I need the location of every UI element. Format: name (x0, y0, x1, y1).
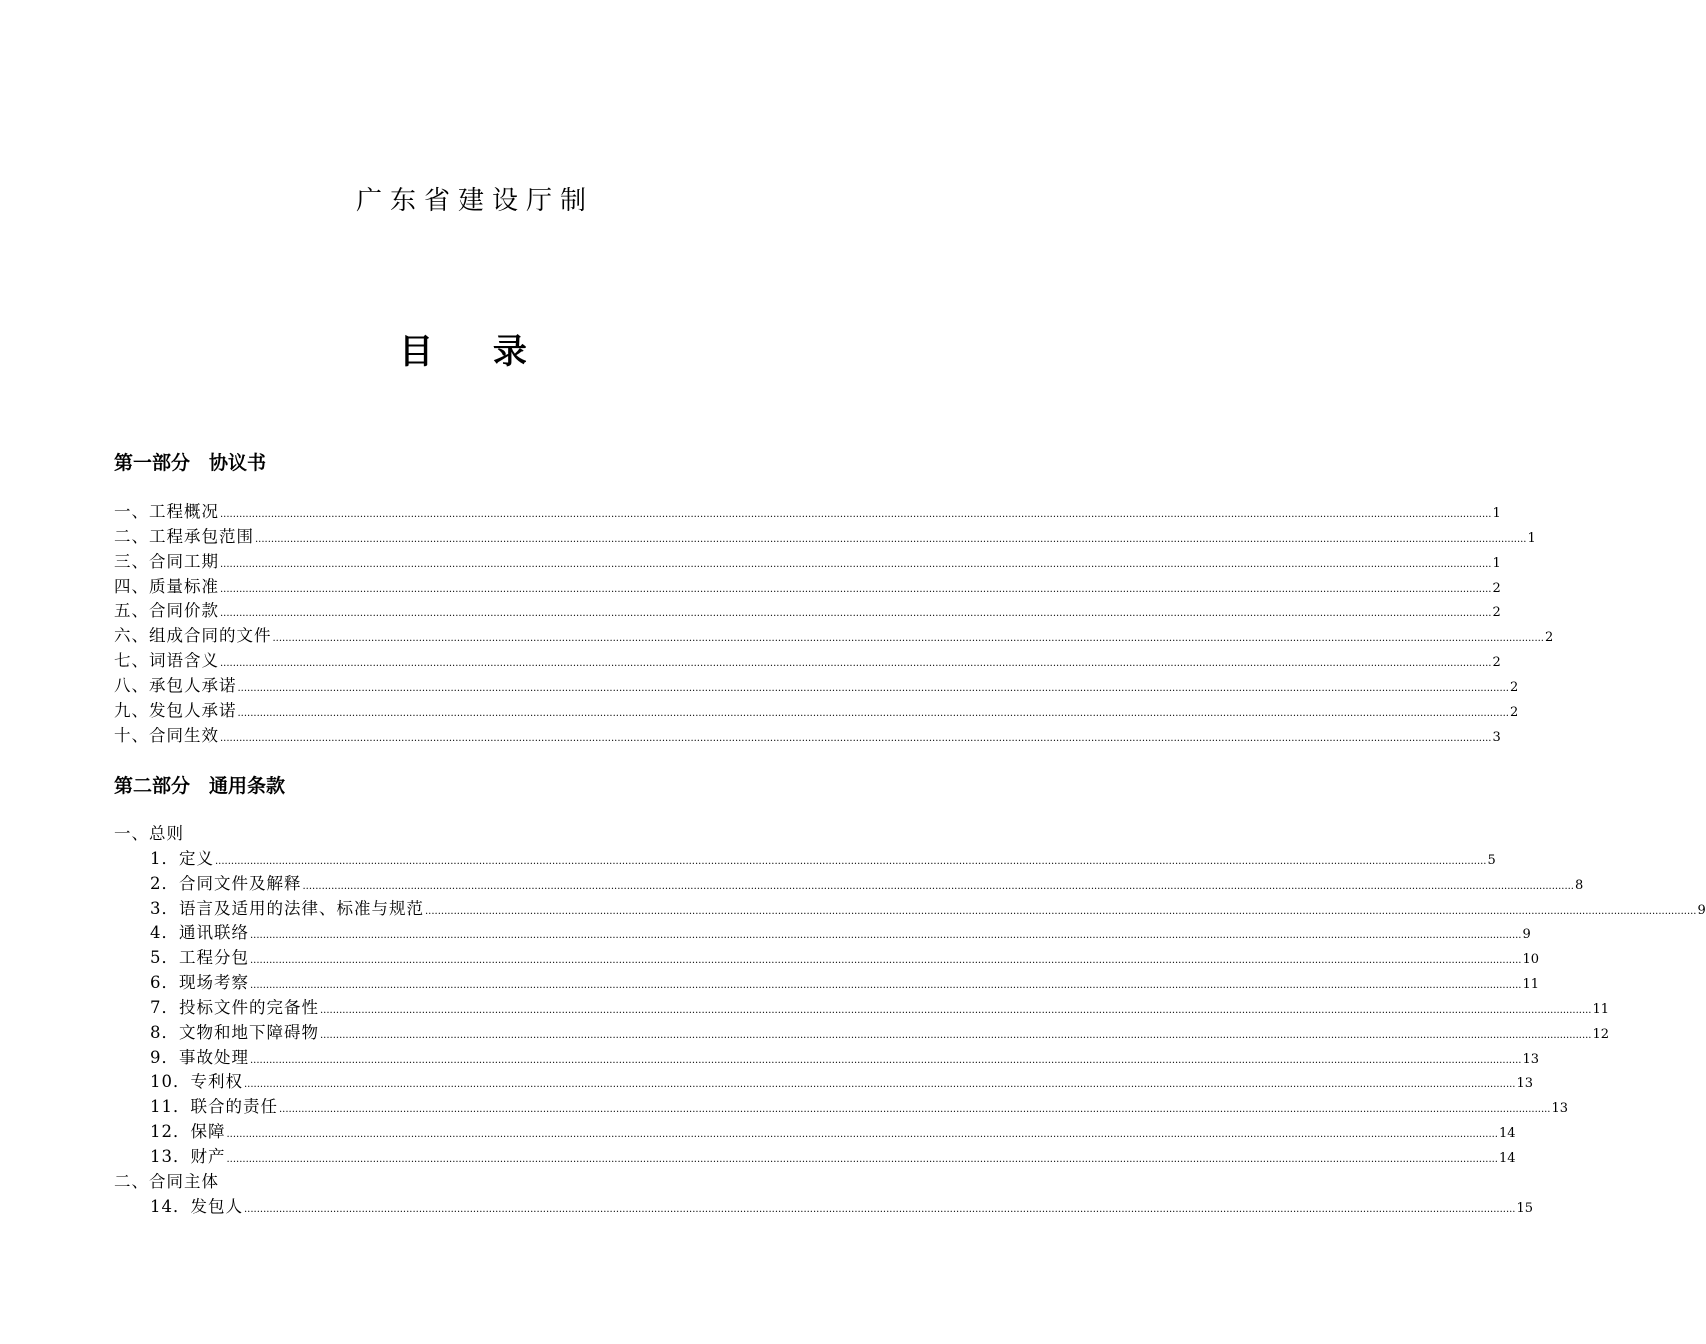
toc-entry-label: 13．财产 (150, 1146, 226, 1166)
toc-entry[interactable] (114, 599, 1501, 624)
toc-leader-dots: ................................................................................................................................................................................................................................................................................................................................................................................................................ (220, 732, 1492, 744)
toc-entry-page: 13 (1551, 1101, 1569, 1117)
part1-heading: 第一部分 协议书 (114, 452, 267, 474)
toc-entry[interactable] (114, 921, 1531, 946)
toc-entry-page: 9 (1522, 927, 1531, 943)
toc-leader-dots: ................................................................................................................................................................................................................................................................................................................................................................................................................ (244, 1203, 1516, 1215)
toc-entry-label: 4．通讯联络 (150, 923, 249, 943)
part2-heading: 第二部分 通用条款 (114, 775, 286, 797)
part2-toc-list (114, 822, 1706, 1220)
toc-leader-dots: ................................................................................................................................................................................................................................................................................................................................................................................................................ (237, 707, 1509, 719)
toc-entry-page: 14 (1498, 1150, 1516, 1166)
toc-chapter-label: 一、总则 (114, 824, 184, 843)
toc-entry-label: 八、承包人承诺 (114, 675, 237, 695)
toc-entry-label: 九、发包人承诺 (114, 700, 237, 720)
toc-entry[interactable] (114, 897, 1706, 922)
toc-entry-label: 7．投标文件的完备性 (150, 997, 319, 1017)
toc-entry-label: 十、合同生效 (114, 725, 219, 745)
toc-entry-label: 8．文物和地下障碍物 (150, 1022, 319, 1042)
toc-entry-label: 五、合同价款 (114, 601, 219, 621)
toc-entry[interactable] (114, 1070, 1534, 1095)
toc-entry-label: 二、工程承包范围 (114, 526, 254, 546)
toc-entry-label: 5．工程分包 (150, 948, 249, 968)
toc-chapter-heading[interactable] (114, 822, 838, 847)
toc-entry[interactable] (114, 996, 1610, 1021)
toc-entry-label: 七、词语含义 (114, 651, 219, 671)
toc-title: 目 录 (399, 332, 551, 372)
toc-entry[interactable] (114, 1046, 1540, 1071)
toc-leader-dots: ................................................................................................................................................................................................................................................................................................................................................................................................................ (250, 955, 1522, 967)
toc-entry-label: 六、组成合同的文件 (114, 626, 272, 646)
toc-leader-dots: ................................................................................................................................................................................................................................................................................................................................................................................................................ (220, 608, 1492, 620)
toc-entry[interactable] (114, 971, 1540, 996)
toc-entry-page: 1 (1527, 530, 1536, 546)
toc-entry[interactable] (114, 525, 1536, 550)
toc-chapter-label: 二、合同主体 (114, 1171, 219, 1191)
toc-leader-dots: ................................................................................................................................................................................................................................................................................................................................................................................................................ (425, 905, 1697, 917)
toc-entry-page: 13 (1516, 1076, 1534, 1092)
toc-entry[interactable] (114, 847, 1496, 872)
toc-entry-label: 四、质量标准 (114, 576, 219, 596)
toc-leader-dots: ................................................................................................................................................................................................................................................................................................................................................................................................................ (302, 880, 1574, 892)
toc-entry-page: 1 (1492, 555, 1501, 571)
toc-entry-page: 5 (1487, 852, 1496, 868)
toc-leader-dots: ................................................................................................................................................................................................................................................................................................................................................................................................................ (226, 1153, 1498, 1165)
toc-entry[interactable] (114, 575, 1501, 600)
toc-entry-page: 3 (1492, 729, 1501, 745)
toc-entry-page: 2 (1492, 655, 1501, 671)
toc-leader-dots: ................................................................................................................................................................................................................................................................................................................................................................................................................ (255, 533, 1527, 545)
toc-entry-page: 1 (1492, 506, 1501, 521)
toc-leader-dots: ................................................................................................................................................................................................................................................................................................................................................................................................................ (250, 1054, 1522, 1066)
toc-entry-label: 11．联合的责任 (150, 1097, 278, 1117)
toc-leader-dots: ................................................................................................................................................................................................................................................................................................................................................................................................................ (244, 1079, 1516, 1091)
toc-entry[interactable] (114, 724, 1501, 749)
toc-entry-page: 9 (1697, 902, 1706, 918)
toc-entry-page: 15 (1516, 1200, 1534, 1216)
toc-entry[interactable] (114, 1095, 1569, 1120)
toc-entry-page: 2 (1544, 630, 1554, 646)
toc-entry-label: 三、合同工期 (114, 551, 219, 571)
toc-leader-dots: ................................................................................................................................................................................................................................................................................................................................................................................................................ (320, 1004, 1592, 1016)
toc-entry-page: 11 (1522, 977, 1540, 993)
toc-leader-dots: ................................................................................................................................................................................................................................................................................................................................................................................................................ (215, 855, 1487, 867)
toc-entry-label: 一、工程概况 (114, 502, 219, 521)
toc-entry[interactable] (114, 699, 1519, 724)
toc-leader-dots: ................................................................................................................................................................................................................................................................................................................................................................................................................ (220, 583, 1492, 595)
toc-entry[interactable] (114, 872, 1584, 897)
toc-leader-dots: ................................................................................................................................................................................................................................................................................................................................................................................................................ (250, 980, 1522, 992)
toc-entry[interactable] (114, 624, 1554, 649)
part1-toc-list (114, 500, 1554, 748)
toc-entry-page: 2 (1492, 605, 1501, 621)
toc-entry-label: 10．专利权 (150, 1072, 243, 1092)
toc-entry[interactable] (114, 550, 1501, 575)
toc-leader-dots: ................................................................................................................................................................................................................................................................................................................................................................................................................ (220, 509, 1492, 520)
toc-entry-label: 2．合同文件及解释 (150, 873, 302, 893)
toc-entry-label: 3．语言及适用的法律、标准与规范 (150, 898, 424, 918)
toc-entry-page: 12 (1592, 1026, 1610, 1042)
toc-leader-dots: ................................................................................................................................................................................................................................................................................................................................................................................................................ (226, 1129, 1498, 1141)
toc-leader-dots: ................................................................................................................................................................................................................................................................................................................................................................................................................ (279, 1104, 1551, 1116)
toc-entry-page: 2 (1509, 679, 1519, 695)
toc-entry-label: 1．定义 (150, 848, 214, 868)
toc-entry-label: 12．保障 (150, 1122, 226, 1142)
toc-entry[interactable] (114, 1195, 1534, 1220)
toc-entry-page: 2 (1509, 704, 1519, 720)
toc-entry[interactable] (114, 1120, 1516, 1145)
toc-entry[interactable] (114, 1145, 1516, 1170)
toc-entry-page: 13 (1522, 1051, 1540, 1067)
toc-entry-page: 10 (1522, 952, 1540, 968)
toc-entry[interactable] (114, 674, 1519, 699)
toc-leader-dots: ................................................................................................................................................................................................................................................................................................................................................................................................................ (220, 558, 1492, 570)
toc-entry-page: 2 (1492, 580, 1501, 596)
toc-leader-dots: ................................................................................................................................................................................................................................................................................................................................................................................................................ (272, 633, 1544, 645)
toc-entry[interactable] (114, 500, 1501, 525)
toc-leader-dots: ................................................................................................................................................................................................................................................................................................................................................................................................................ (220, 658, 1492, 670)
toc-chapter-heading[interactable] (114, 1170, 838, 1195)
toc-leader-dots: ................................................................................................................................................................................................................................................................................................................................................................................................................ (237, 682, 1509, 694)
toc-leader-dots: ................................................................................................................................................................................................................................................................................................................................................................................................................ (250, 930, 1522, 942)
toc-entry-label: 6．现场考察 (150, 973, 249, 993)
issuer-title: 广东省建设厅制 (355, 186, 594, 216)
toc-entry[interactable] (114, 1021, 1610, 1046)
toc-entry[interactable] (114, 946, 1540, 971)
toc-entry[interactable] (114, 649, 1501, 674)
toc-entry-page: 14 (1498, 1126, 1516, 1142)
toc-leader-dots: ................................................................................................................................................................................................................................................................................................................................................................................................................ (320, 1029, 1592, 1041)
toc-entry-label: 9．事故处理 (150, 1047, 249, 1067)
toc-entry-page: 8 (1574, 877, 1584, 893)
toc-entry-label: 14．发包人 (150, 1196, 243, 1216)
toc-entry-page: 11 (1592, 1001, 1610, 1017)
